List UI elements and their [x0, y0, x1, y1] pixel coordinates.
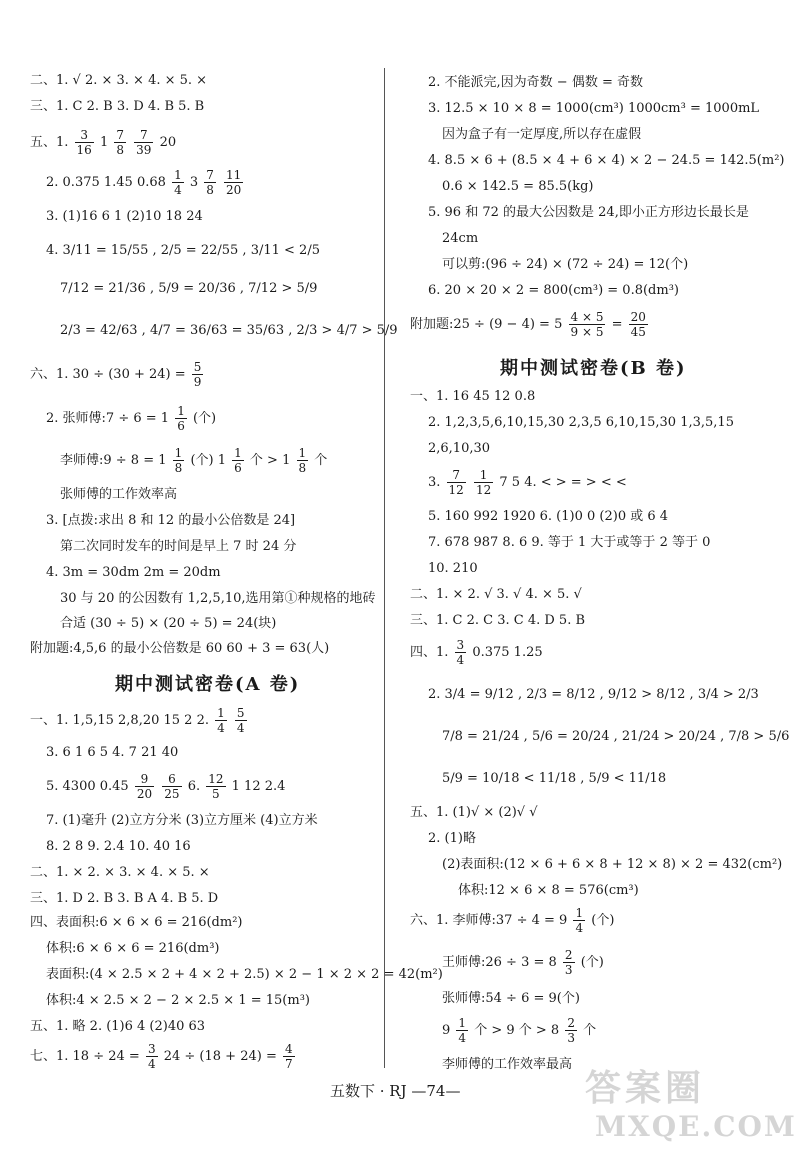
answer-line — [442, 948, 604, 977]
answer-line — [30, 128, 176, 157]
line-prefix: 2. 张师傅:7 ÷ 6 = 1 — [46, 411, 170, 426]
answer-line: 体积:12 × 6 × 8 = 576(cm³) — [458, 883, 639, 898]
answer-line: 2. 1,2,3,5,6,10,15,30 2,3,5 6,10,15,30 1,3,5,15 — [428, 415, 734, 430]
text: 个 — [314, 453, 328, 468]
answer-line: 4. 8.5 × 6 + (8.5 × 4 + 6 × 4) × 2 − 24.5 = 142.5(m²) — [428, 153, 785, 168]
fraction: $\frac{1}{8}$ — [174, 446, 183, 475]
answer-line: 2. (1)略 — [428, 831, 476, 846]
fraction: $\frac{1}{6}$ — [177, 404, 185, 433]
answer-line: 3. (1)16 6 1 (2)10 18 24 — [46, 209, 203, 224]
answer-line — [46, 772, 285, 801]
fraction: $\frac{12}{5}$ — [208, 772, 224, 801]
fraction: $\frac{6}{25}$ — [164, 772, 180, 801]
answer-line: 5. 160 992 1920 6. (1)0 0 (2)0 或 6 4 — [428, 509, 669, 524]
answer-line: 张师傅的工作效率高 — [60, 487, 178, 502]
answer-line — [410, 310, 650, 339]
page-footer: 五数下 · RJ —74— — [330, 1082, 461, 1100]
line-prefix: 5. 4300 0.45 — [46, 779, 129, 794]
answer-line — [46, 168, 245, 197]
line-prefix: 王师傅:26 ÷ 3 = 8 — [442, 955, 557, 970]
text: 3/11 = 15/55 , 2/5 = 22/55 , 3/11 < 2/5 — [62, 243, 320, 258]
line-prefix: 七、1. 18 ÷ 24 = — [30, 1049, 140, 1064]
answer-line: 24cm — [442, 231, 479, 246]
answer-line: 7/8 = 21/24 , 5/6 = 20/24 , 21/24 > 20/24 , 7/8 > 5/6 — [442, 729, 790, 744]
fraction: $\frac{20}{45}$ — [630, 310, 646, 339]
answer-line: 10. 210 — [428, 561, 478, 576]
answer-line — [410, 638, 543, 667]
fraction: $\frac{3}{4}$ — [456, 638, 465, 667]
section-heading-a: 期中测试密卷(A 卷) — [115, 674, 301, 695]
fraction: $\frac{2}{3}$ — [564, 948, 573, 977]
fraction: $\frac{1}{8}$ — [298, 446, 307, 475]
answer-line: 5/9 = 10/18 < 11/18 , 5/9 < 11/18 — [442, 771, 667, 786]
answer-line: 可以剪:(96 ÷ 24) × (72 ÷ 24) = 12(个) — [442, 257, 689, 272]
column-divider — [384, 68, 385, 1068]
answer-line: 二、1. × 2. √ 3. √ 4. × 5. √ — [410, 587, 582, 602]
line-prefix: 六、1. 李师傅:37 ÷ 4 = 9 — [410, 913, 568, 928]
answer-line: 2. 不能派完,因为奇数 − 偶数 = 奇数 — [428, 75, 643, 90]
fraction: $\frac{3}{4}$ — [147, 1042, 156, 1071]
answer-line: 三、1. C 2. B 3. D 4. B 5. B — [30, 99, 205, 114]
fraction: $\frac{3}{16}$ — [76, 128, 92, 157]
answer-line: 7. 678 987 8. 6 9. 等于 1 大于或等于 2 等于 0 — [428, 535, 711, 550]
answer-line: 附加题:4,5,6 的最小公倍数是 60 60 + 3 = 63(人) — [30, 641, 330, 656]
fraction: $\frac{1}{6}$ — [234, 446, 242, 475]
text: 3 — [189, 175, 199, 190]
answer-line: 三、1. C 2. C 3. C 4. D 5. B — [410, 613, 586, 628]
watermark-text: 答案圈 — [585, 1067, 706, 1109]
fraction: $\frac{2}{3}$ — [567, 1016, 575, 1045]
answer-line: 五、1. 略 2. (1)6 4 (2)40 63 — [30, 1019, 206, 1034]
text: 6. — [187, 779, 201, 794]
fraction: $\frac{1}{4}$ — [458, 1016, 467, 1045]
fraction: $\frac{4}{7}$ — [284, 1042, 293, 1071]
answer-line: 张师傅:54 ÷ 6 = 9(个) — [442, 991, 580, 1006]
answer-line — [30, 1042, 297, 1071]
fraction: $\frac{1}{4}$ — [174, 168, 182, 197]
text: 7 5 4. < > = > < < — [499, 475, 627, 490]
answer-line: 2. 3/4 = 9/12 , 2/3 = 8/12 , 9/12 > 8/12 , 3/4 > 2/3 — [428, 687, 759, 702]
fraction: $\frac{11}{20}$ — [226, 168, 242, 197]
text: 0.375 1.25 — [472, 645, 543, 660]
answer-line: 一、1. 16 45 12 0.8 — [410, 389, 536, 404]
answer-line: 表面积:(4 × 2.5 × 2 + 4 × 2 + 2.5) × 2 − 1 × 2 × 2 = 42(m²) — [46, 967, 443, 982]
fraction: $\frac{7}{8}$ — [116, 128, 125, 157]
fraction: $\frac{5}{9}$ — [193, 360, 202, 389]
answer-line: 李师傅的工作效率最高 — [442, 1057, 573, 1072]
line-prefix: 4. — [46, 243, 59, 258]
answer-line — [442, 1016, 596, 1045]
answer-line: 二、1. √ 2. × 3. × 4. × 5. × — [30, 73, 208, 88]
text: (个) — [192, 411, 217, 426]
fraction: $\frac{9}{20}$ — [136, 772, 153, 801]
answer-line: 6. 20 × 20 × 2 = 800(cm³) = 0.8(dm³) — [428, 283, 679, 298]
fraction: $\frac{7}{12}$ — [448, 468, 464, 497]
text: 1 — [99, 135, 109, 150]
fraction: $\frac{1}{4}$ — [217, 706, 225, 735]
line-prefix: 9 — [442, 1023, 451, 1038]
answer-line: 五、1. (1)√ × (2)√ √ — [410, 805, 538, 820]
watermark-url: MXQE.COM — [595, 1110, 797, 1143]
answer-line: 3. 6 1 6 5 4. 7 21 40 — [46, 745, 179, 760]
answer-line: 8. 2 8 9. 2.4 10. 40 16 — [46, 839, 191, 854]
answer-line — [46, 404, 216, 433]
answer-line: 因为盒子有一定厚度,所以存在虚假 — [442, 127, 642, 142]
answer-line: 三、1. D 2. B 3. B A 4. B 5. D — [30, 891, 219, 906]
answer-line — [410, 906, 614, 935]
answer-line: 7. (1)毫升 (2)立方分米 (3)立方厘米 (4)立方米 — [46, 813, 318, 828]
answer-line — [60, 446, 327, 475]
fraction: $\frac{7}{8}$ — [206, 168, 214, 197]
line-prefix: 李师傅:9 ÷ 8 = 1 — [60, 453, 167, 468]
text: (个) 1 — [190, 453, 226, 468]
watermark-logo — [585, 1060, 795, 1150]
text: 1 12 2.4 — [231, 779, 286, 794]
line-prefix: 附加题:25 ÷ (9 − 4) = 5 — [410, 317, 563, 332]
answer-line: 二、1. × 2. × 3. × 4. × 5. × — [30, 865, 210, 880]
answer-line: 3. [点拨:求出 8 和 12 的最小公倍数是 24] — [46, 513, 296, 528]
line-prefix: 2. 0.375 1.45 0.68 — [46, 175, 166, 190]
answer-line — [30, 706, 249, 735]
text: 个 — [583, 1023, 597, 1038]
text: = — [611, 317, 623, 332]
answer-line: 4. 3m = 30dm 2m = 20dm — [46, 565, 221, 580]
answer-line: 第二次同时发车的时间是早上 7 时 24 分 — [60, 539, 297, 554]
answer-line — [46, 242, 320, 260]
answer-line: 四、表面积:6 × 6 × 6 = 216(dm²) — [30, 915, 243, 930]
answer-line — [30, 360, 205, 389]
fraction: $\frac{7}{39}$ — [136, 128, 152, 157]
section-heading-b: 期中测试密卷(B 卷) — [500, 358, 687, 379]
text: 24 ÷ (18 + 24) = — [163, 1049, 277, 1064]
answer-line: 5. 96 和 72 的最大公因数是 24,即小正方形边长最长是 — [428, 205, 749, 220]
line-prefix: 3. — [428, 475, 441, 490]
answer-line: 体积:6 × 6 × 6 = 216(dm³) — [46, 941, 220, 956]
text: 个 > 9 个 > 8 — [474, 1023, 560, 1038]
line-prefix: 五、1. — [30, 135, 69, 150]
answer-line: 体积:4 × 2.5 × 2 − 2 × 2.5 × 1 = 15(m³) — [46, 993, 310, 1008]
answer-line: 2,6,10,30 — [428, 441, 491, 456]
text: 个 > 1 — [249, 453, 291, 468]
answer-line: 3. 12.5 × 10 × 8 = 1000(cm³) 1000cm³ = 1000mL — [428, 101, 760, 116]
answer-line: 30 与 20 的公因数有 1,2,5,10,选用第①种规格的地砖 — [60, 591, 376, 606]
answer-line: 0.6 × 142.5 = 85.5(kg) — [442, 179, 594, 194]
answer-line: (2)表面积:(12 × 6 + 6 × 8 + 12 × 8) × 2 = 432(cm²) — [442, 857, 783, 872]
text: 20 — [159, 135, 177, 150]
answer-line — [428, 468, 627, 497]
text: (个) — [591, 913, 615, 928]
fraction: $\frac{4 \times 5}{9 \times 5}$ — [570, 310, 604, 339]
fraction: $\frac{1}{12}$ — [475, 468, 492, 497]
answer-line: 7/12 = 21/36 , 5/9 = 20/36 , 7/12 > 5/9 — [60, 281, 318, 296]
text: (个) — [580, 955, 604, 970]
answer-line: 合适 (30 ÷ 5) × (20 ÷ 5) = 24(块) — [60, 616, 277, 631]
line-prefix: 一、1. 1,5,15 2,8,20 15 2 2. — [30, 713, 209, 728]
line-prefix: 四、1. — [410, 645, 449, 660]
fraction: $\frac{5}{4}$ — [236, 706, 245, 735]
answer-line: 2/3 = 42/63 , 4/7 = 36/63 = 35/63 , 2/3 > 4/7 > 5/9 — [60, 323, 398, 338]
line-prefix: 六、1. 30 ÷ (30 + 24) = — [30, 367, 186, 382]
fraction: $\frac{1}{4}$ — [575, 906, 584, 935]
